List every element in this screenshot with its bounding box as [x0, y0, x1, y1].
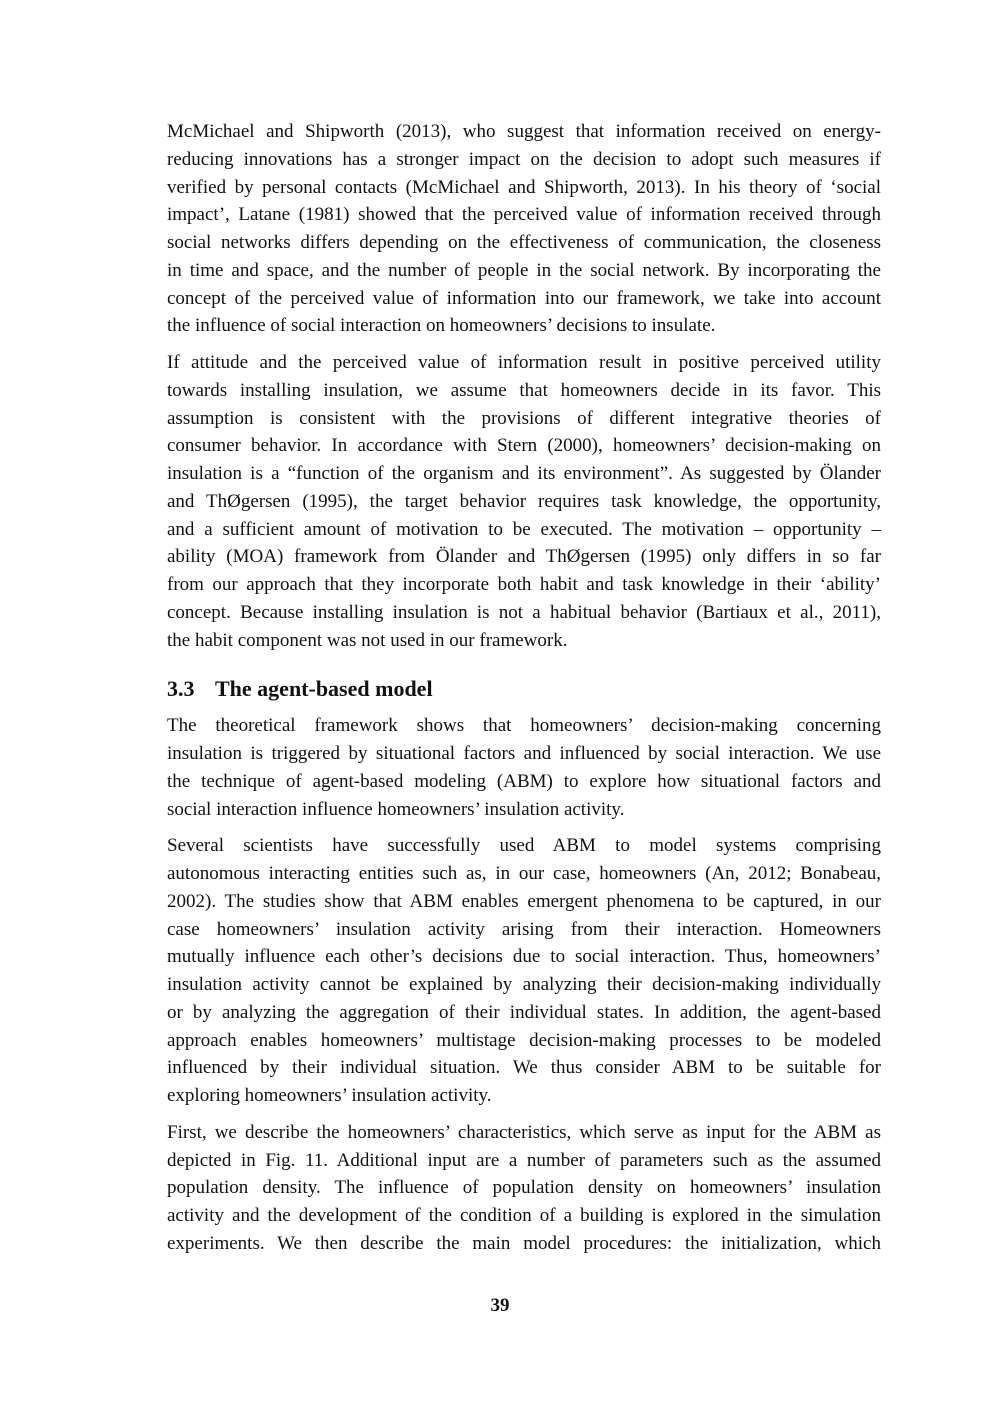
paragraph-social-impact — [167, 118, 881, 340]
text-line: concept. Because installing insulation is not a habitual behavior (Bartiaux et al., 2011), — [167, 601, 881, 623]
text-line: population density. The influence of population density on homeowners’ insulation — [167, 1177, 881, 1199]
text-line: ability (MOA) framework from Ölander and ThØgersen (1995) only differs in so far — [167, 546, 881, 568]
text-line: in time and space, and the number of people in the social network. By incorporating the — [167, 259, 881, 281]
text-line: autonomous interacting entities such as, in our case, homeowners (An, 2012; Bonabeau, — [167, 863, 881, 884]
text-line: social networks differs depending on the effectiveness of communication, the closeness — [167, 232, 881, 253]
paragraph-theoretical-framework — [167, 712, 881, 823]
text-line: consumer behavior. In accordance with Stern (2000), homeowners’ decision-making on — [167, 435, 881, 457]
text-line: or by analyzing the aggregation of their individual states. In addition, the agent-based — [167, 1001, 881, 1023]
text-line: the technique of agent-based modeling (ABM) to explore how situational factors and — [167, 770, 881, 792]
text-line: from our approach that they incorporate both habit and task knowledge in their ‘ability’ — [167, 574, 881, 595]
text-line: If attitude and the perceived value of information result in positive perceived utility — [167, 352, 881, 373]
text-line: The theoretical framework shows that homeowners’ decision-making concerning — [167, 715, 881, 737]
text-line: 2002). The studies show that ABM enables emergent phenomena to be captured, in our — [167, 890, 881, 912]
text-line: activity and the development of the condition of a building is explored in the simulation — [167, 1205, 881, 1226]
text-line: and ThØgersen (1995), the target behavior requires task knowledge, the opportunity, — [167, 490, 881, 512]
section-title: The agent-based model — [215, 676, 433, 702]
text-line: depicted in Fig. 11. Additional input are a number of parameters such as the assumed — [167, 1149, 881, 1171]
text-line: experiments. We then describe the main model procedures: the initialization, which — [167, 1232, 881, 1254]
text-line: towards installing insulation, we assume that homeowners decide in its favor. This — [167, 379, 881, 401]
text-line: insulation activity cannot be explained by analyzing their decision-making individually — [167, 974, 881, 995]
text-line: McMichael and Shipworth (2013), who suggest that information received on energy- — [167, 121, 881, 142]
text-line: assumption is consistent with the provisions of different integrative theories of — [167, 407, 881, 429]
paragraph-attitude-utility — [167, 349, 881, 654]
text-line: reducing innovations has a stronger impact on the decision to adopt such measures if — [167, 148, 881, 170]
text-line: influenced by their individual situation. We thus consider ABM to be suitable for — [167, 1057, 881, 1079]
text-line: insulation is a “function of the organism and its environment”. As suggested by Ölander — [167, 463, 881, 484]
text-line: exploring homeowners’ insulation activity. — [167, 1085, 492, 1106]
text-line: and a sufficient amount of motivation to be executed. The motivation – opportunity – — [167, 518, 881, 540]
page-body — [167, 118, 881, 1267]
text-line: social interaction influence homeowners’ insulation activity. — [167, 798, 625, 820]
text-line: mutually influence each other’s decisions due to social interaction. Thus, homeowners’ — [167, 946, 881, 968]
paragraph-homeowner-characteristics — [167, 1119, 881, 1258]
text-line: approach enables homeowners’ multistage decision-making processes to be modeled — [167, 1029, 881, 1051]
text-line: the influence of social interaction on homeowners’ decisions to insulate. — [167, 315, 716, 337]
text-line: the habit component was not used in our framework. — [167, 629, 568, 651]
text-line: First, we describe the homeowners’ characteristics, which serve as input for the ABM as — [167, 1121, 881, 1143]
page-number: 39 — [490, 1295, 510, 1316]
text-line: case homeowners’ insulation activity arising from their interaction. Homeowners — [167, 918, 881, 940]
section-heading — [167, 675, 881, 703]
text-line: Several scientists have successfully used ABM to model systems comprising — [167, 835, 881, 857]
text-line: verified by personal contacts (McMichael and Shipworth, 2013). In his theory of ‘social — [167, 176, 881, 198]
section-number: 3.3 — [167, 676, 195, 702]
text-line: impact’, Latane (1981) showed that the perceived value of information received through — [167, 204, 881, 226]
paragraph-abm-studies — [167, 832, 881, 1110]
text-line: concept of the perceived value of information into our framework, we take into account — [167, 287, 881, 309]
text-line: insulation is triggered by situational factors and influenced by social interaction. We use — [167, 743, 881, 764]
